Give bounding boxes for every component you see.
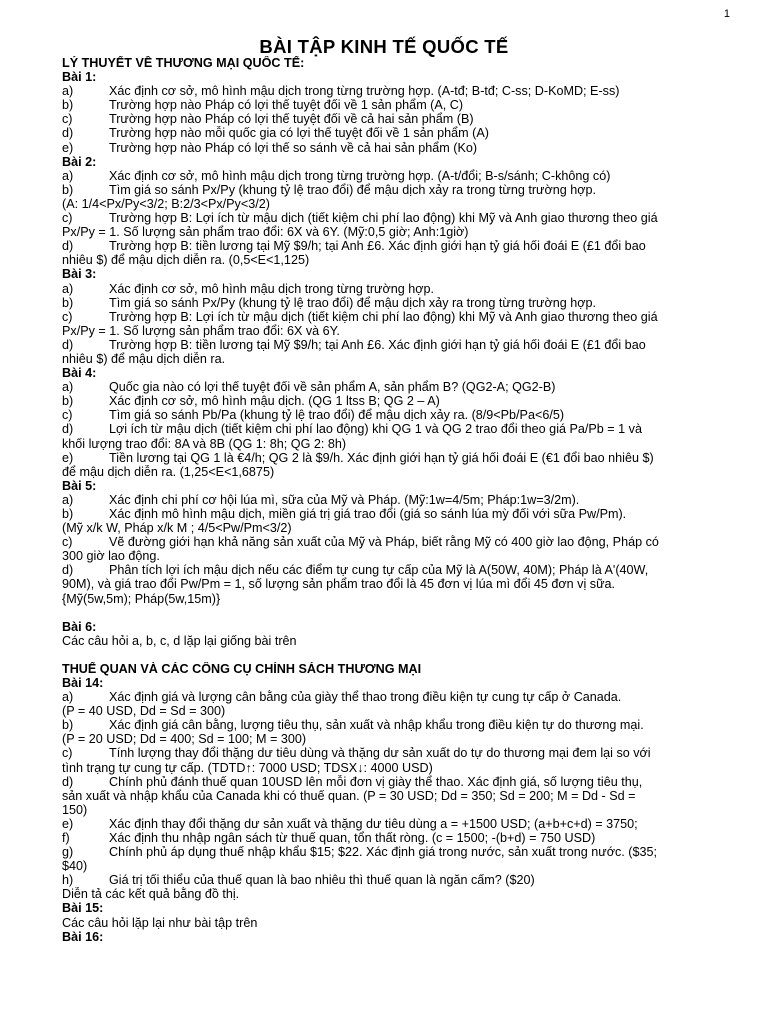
- exercise-item: c) Trường hợp B: Lợi ích từ mậu dịch (tiết kiệm chi phí lao động) khi Mỹ và Anh giao thương theo giá: [62, 211, 658, 226]
- exercise-item: d) Trường hợp nào mỗi quốc gia có lợi thế tuyệt đối về 1 sản phẩm (A): [62, 126, 489, 141]
- exercise-continuation: (P = 40 USD, Dd = Sd = 300): [62, 704, 226, 719]
- exercise-item: e) Trường hợp nào Pháp có lợi thế so sánh về cả hai sản phẩm (Ko): [62, 140, 478, 155]
- exercise-continuation: nhiêu $) để mậu dịch diễn ra. (0,5<E<1,125): [62, 253, 310, 268]
- exercise-item: a) Xác định cơ sở, mô hình mậu dịch trong từng trường hợp. (A-tđ; B-tđ; C-ss; D-KoMD; E-ss): [62, 84, 620, 99]
- exercise-answer: (A: 1/4<Px/Py<3/2; B:2/3<Px/Py<3/2): [62, 196, 270, 211]
- exercise-item: c) Vẽ đường giới hạn khả năng sản xuất của Mỹ và Pháp, biết rằng Mỹ có 400 giờ lao động, Pháp có: [62, 535, 659, 550]
- exercise-5-label: Bài 5:: [62, 478, 97, 493]
- exercise-item: c) Tìm giá so sánh Pb/Pa (khung tỷ lệ trao đổi) để mậu dịch xảy ra. (8/9<Pb/Pa<6/5): [62, 408, 565, 423]
- exercise-continuation: (P = 20 USD; Dd = 400; Sd = 100; M = 300): [62, 732, 307, 747]
- section-heading-tariffs: THUẾ QUAN VÀ CÁC CÔNG CỤ CHÍNH SÁCH THƯƠNG MẠI: [62, 661, 422, 676]
- exercise-1-label: Bài 1:: [62, 70, 97, 85]
- exercise-continuation: $40): [62, 859, 88, 874]
- exercise-item: b) Tìm giá so sánh Px/Py (khung tỷ lệ trao đổi) để mậu dịch xảy ra trong từng trường hợp.: [62, 182, 596, 197]
- exercise-item: b) Trường hợp nào Pháp có lợi thế tuyệt đối về 1 sản phẩm (A, C): [62, 98, 464, 113]
- exercise-item: d) Chính phủ đánh thuế quan 10USD lên mỗi đơn vị giày thể thao. Xác định giá, số lượng tiêu thụ,: [62, 774, 643, 789]
- exercise-item: a) Xác định cơ sở, mô hình mậu dịch trong từng trường hợp.: [62, 281, 435, 296]
- exercise-item: d) Lợi ích từ mậu dịch (tiết kiệm chi phí lao động) khi QG 1 và QG 2 trao đổi theo giá Pa/Pb = 1 và: [62, 422, 642, 437]
- exercise-item: d) Phân tích lợi ích mậu dịch nếu các điểm tự cung tự cấp của Mỹ là A(50W, 40M); Pháp là A'(40W,: [62, 563, 649, 578]
- exercise-continuation: tình trạng tự cung tự cấp. (TDTD↑: 7000 USD; TDSX↓: 4000 USD): [62, 760, 433, 775]
- exercise-2-label: Bài 2:: [62, 154, 97, 169]
- exercise-16-label: Bài 16:: [62, 929, 104, 944]
- exercise-item: a) Xác định giá và lượng cân bằng của giày thể thao trong điều kiện tự cung tự cấp ở Canada.: [62, 690, 622, 705]
- document-body: [62, 56, 726, 944]
- exercise-continuation: Px/Py = 1. Số lượng sản phẩm trao đổi: 6X và 6Y.: [62, 323, 340, 338]
- exercise-item: d) Trường hợp B: tiền lương tại Mỹ $9/h; tại Anh £6. Xác định giới hạn tỷ giá hối đoái E (£1 đổi bao: [62, 337, 646, 352]
- exercise-continuation: 150): [62, 802, 88, 817]
- exercise-continuation: 90M), và giá trao đổi Pw/Pm = 1, số lượng sản phẩm trao đổi là 45 đơn vị lúa mì đổi 45 đơn vị sữa.: [62, 577, 616, 592]
- exercise-continuation: Px/Py = 1. Số lượng sản phẩm trao đổi: 6X và 6Y. (Mỹ:0,5 giờ; Anh:1giờ): [62, 225, 469, 240]
- exercise-continuation: (Mỹ x/k W, Pháp x/k M ; 4/5<Pw/Pm<3/2): [62, 521, 292, 536]
- exercise-note: Diễn tả các kết quả bằng đồ thị.: [62, 887, 240, 902]
- exercise-3-label: Bài 3:: [62, 267, 97, 282]
- exercise-continuation: {Mỹ(5w,5m); Pháp(5w,15m)}: [62, 591, 221, 606]
- exercise-item: h) Giá trị tối thiểu của thuế quan là bao nhiêu thì thuế quan là ngăn cấm? ($20): [62, 873, 535, 888]
- exercise-item: a) Quốc gia nào có lợi thế tuyệt đối về sản phẩm A, sản phẩm B? (QG2-A; QG2-B): [62, 380, 556, 395]
- exercise-item: a) Xác định cơ sở, mô hình mậu dịch trong từng trường hợp. (A-t/đổi; B-s/sánh; C-không có): [62, 168, 611, 183]
- exercise-14-label: Bài 14:: [62, 675, 104, 690]
- exercise-continuation: nhiêu $) để mậu dịch diễn ra.: [62, 351, 226, 366]
- document-title: BÀI TẬP KINH TẾ QUỐC TẾ: [259, 36, 509, 57]
- exercise-continuation: khối lượng trao đổi: 8A và 8B (QG 1: 8h; QG 2: 8h): [62, 436, 347, 451]
- exercise-item: d) Trường hợp B: tiền lương tại Mỹ $9/h; tại Anh £6. Xác định giới hạn tỷ giá hối đoái E (£1 đổi bao: [62, 239, 646, 254]
- exercise-4-label: Bài 4:: [62, 366, 97, 381]
- exercise-item: e) Tiền lương tại QG 1 là €4/h; QG 2 là $9/h. Xác định giới hạn tỷ giá hối đoái E (€1 đổi bao nhiêu $): [62, 450, 654, 465]
- exercise-item: c) Trường hợp B: Lợi ích từ mậu dịch (tiết kiệm chi phí lao động) khi Mỹ và Anh giao thương theo giá: [62, 309, 658, 324]
- exercise-continuation: 300 giờ lao động.: [62, 549, 160, 564]
- exercise-item: c) Trường hợp nào Pháp có lợi thế tuyệt đối về cả hai sản phẩm (B): [62, 112, 474, 127]
- exercise-item: b) Xác định giá cân bằng, lượng tiêu thụ, sản xuất và nhập khẩu trong điều kiện tự do thương mại.: [62, 718, 644, 733]
- exercise-6-label: Bài 6:: [62, 619, 97, 634]
- exercise-item: f) Xác định thu nhập ngân sách từ thuế quan, tổn thất ròng. (c = 1500; -(b+d) = 750 USD): [62, 830, 596, 845]
- section-heading-theory: LÝ THUYẾT VỀ THƯƠNG MẠI QUỐC TẾ:: [62, 56, 305, 70]
- exercise-continuation: để mậu dịch diễn ra. (1,25<E<1,6875): [62, 464, 275, 479]
- exercise-15-label: Bài 15:: [62, 901, 104, 916]
- exercise-continuation: sản xuất và nhập khẩu của Canada khi có thuế quan. (P = 30 USD; Dd = 350; Sd = 200; M = Dd - Sd =: [62, 788, 636, 803]
- exercise-item: b) Xác định mô hình mậu dịch, miền giá trị giá trao đổi (giá so sánh lúa mỳ đối với sữa Pw/Pm).: [62, 507, 627, 521]
- exercise-item: a) Xác định chi phí cơ hội lúa mì, sữa của Mỹ và Pháp. (Mỹ:1w=4/5m; Pháp:1w=3/2m).: [62, 492, 580, 507]
- exercise-item: e) Xác định thay đổi thặng dư sản xuất và thặng dư tiêu dùng a = +1500 USD; (a+b+c+d) = 3750;: [62, 816, 638, 831]
- exercise-item: b) Tìm giá so sánh Px/Py (khung tỷ lệ trao đổi) để mậu dịch xảy ra trong từng trường hợp.: [62, 295, 596, 310]
- page-number: 1: [723, 8, 730, 20]
- exercise-item: g) Chính phủ áp dụng thuế nhập khẩu $15; $22. Xác định giá trong nước, sản xuất trong nước. ($35;: [62, 845, 658, 860]
- exercise-text: Các câu hỏi lặp lại như bài tập trên: [62, 915, 258, 930]
- exercise-item: b) Xác định cơ sở, mô hình mậu dịch. (QG 1 ltss B; QG 2 – A): [62, 394, 440, 409]
- exercise-item: c) Tính lượng thay đổi thặng dư tiêu dùng và thặng dư sản xuất do tự do thương mại đem lại so với: [62, 746, 651, 761]
- exercise-text: Các câu hỏi a, b, c, d lặp lại giống bài trên: [62, 633, 297, 648]
